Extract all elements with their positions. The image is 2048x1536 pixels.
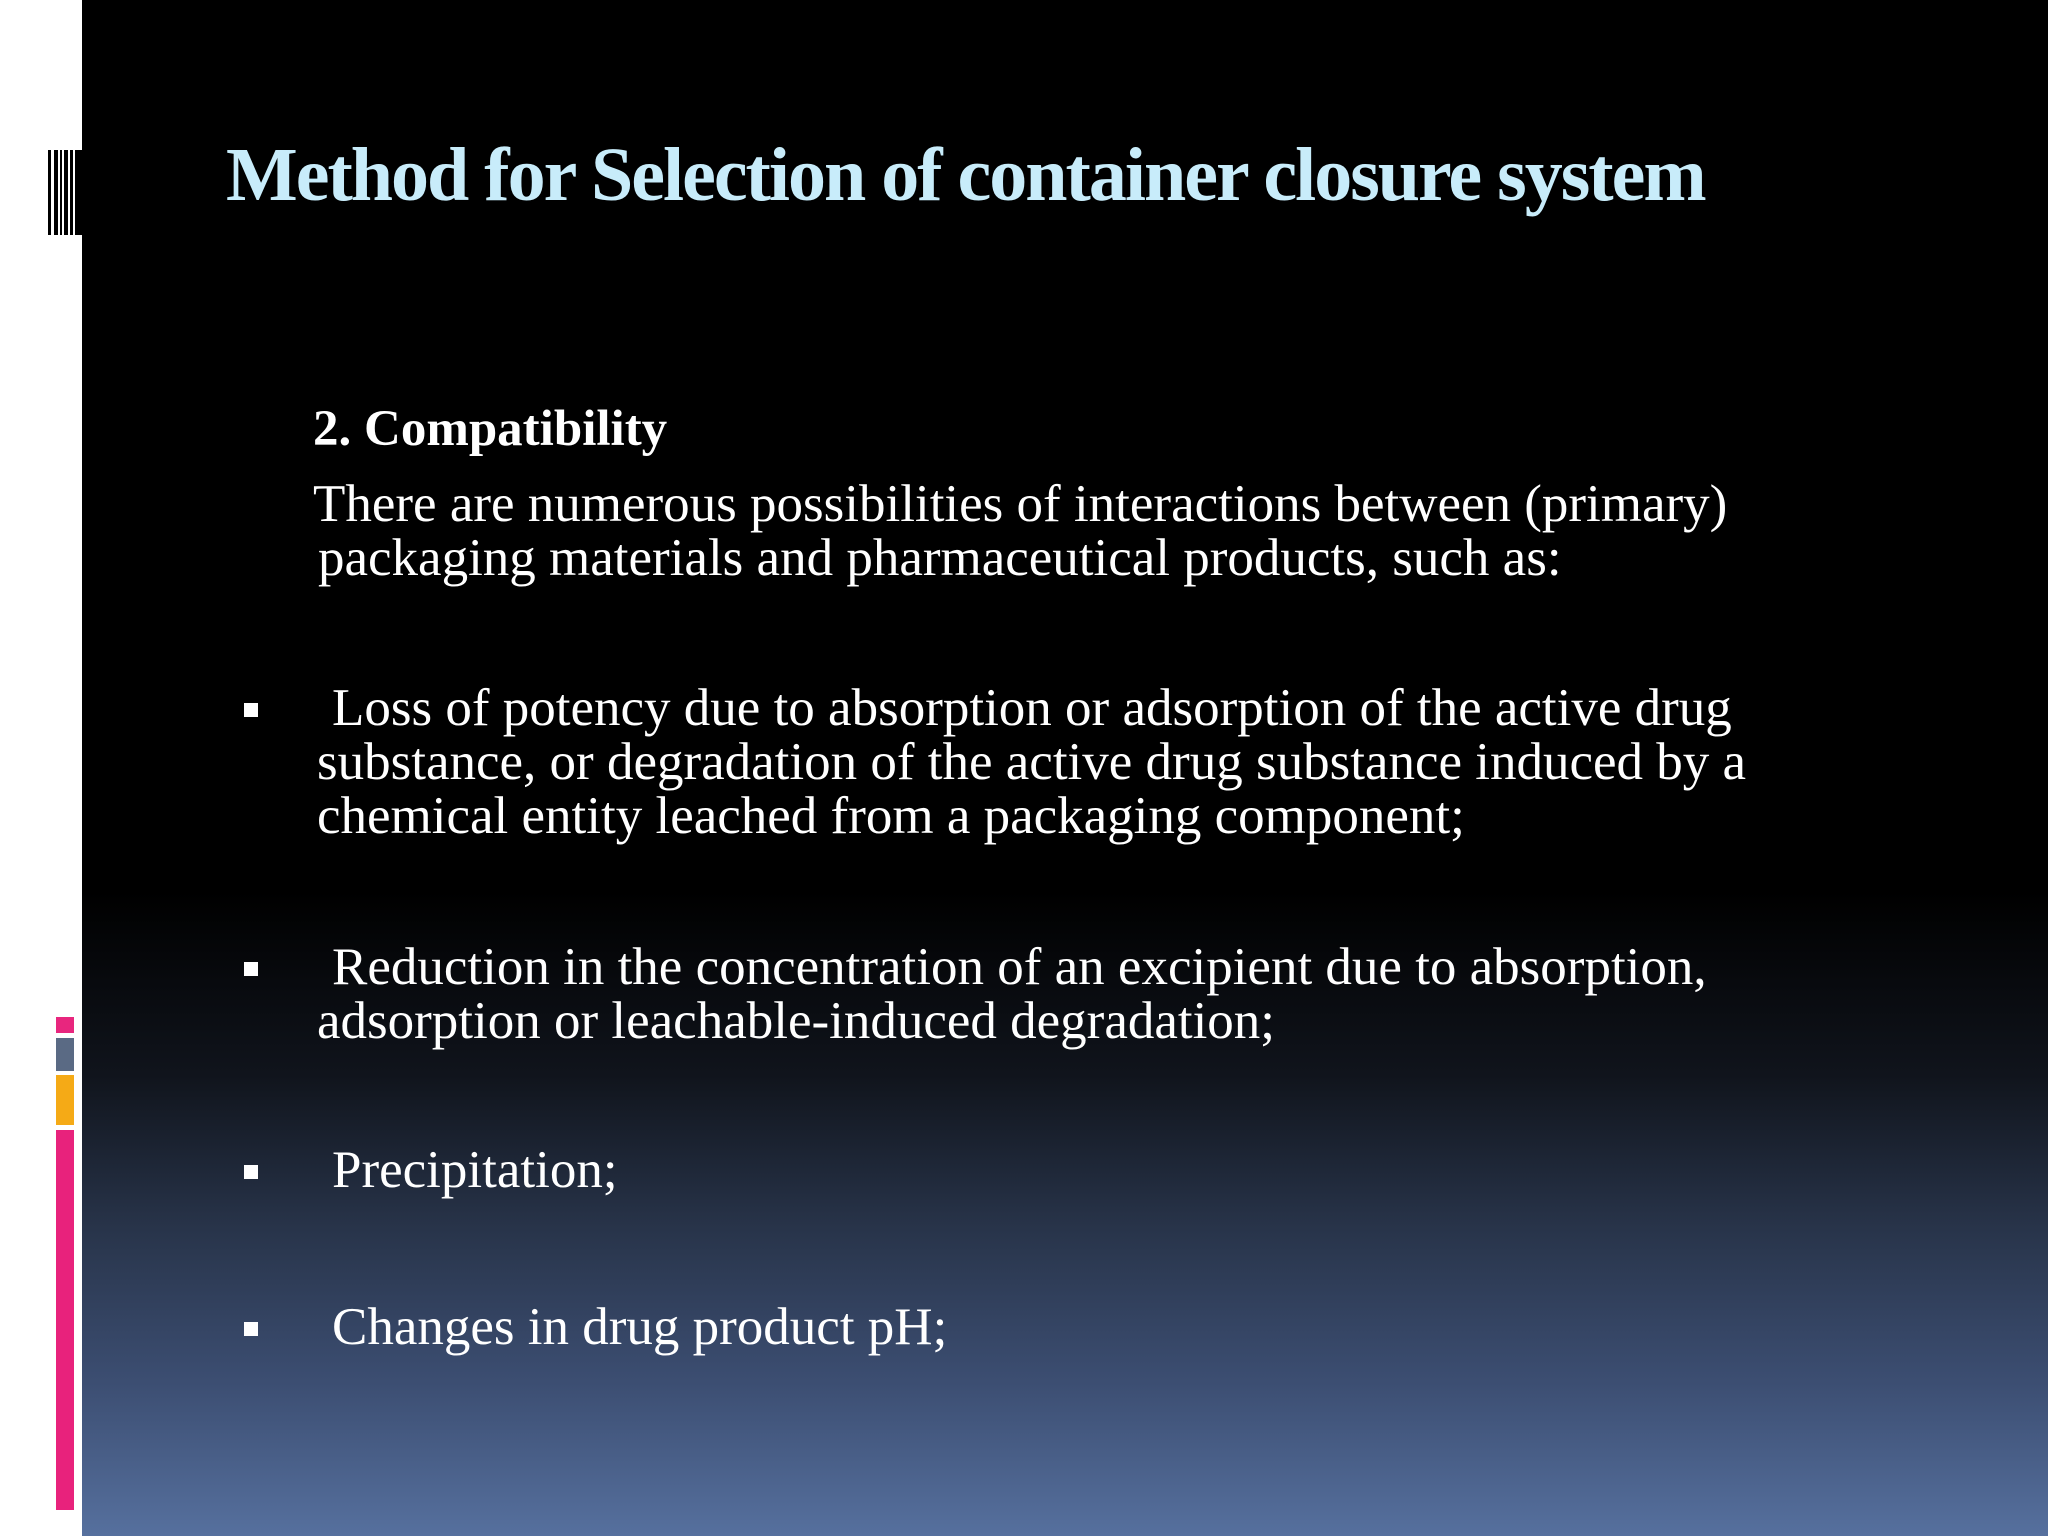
bullet-text	[317, 1143, 1917, 1197]
square-bullet-icon	[244, 962, 258, 976]
section-heading: 2. Compatibility	[313, 401, 668, 457]
bullet-text	[317, 681, 1917, 843]
intro-paragraph	[313, 477, 1913, 585]
accent-bar-pink	[56, 1130, 74, 1510]
bullet-text	[317, 940, 1917, 1048]
intro-line-2: packaging materials and pharmaceutical products, such as:	[318, 529, 1562, 587]
accent-bar-orange	[56, 1075, 74, 1125]
bullet-line: Precipitation;	[332, 1141, 618, 1199]
bullet-line: Reduction in the concentration of an excipient due to absorption,	[332, 938, 1707, 996]
bullet-line: adsorption or leachable-induced degradation;	[317, 992, 1276, 1050]
intro-line-1: There are numerous possibilities of interactions between (primary)	[313, 475, 1728, 533]
bullet-line: Changes in drug product pH;	[332, 1298, 948, 1356]
bullet-line: substance, or degradation of the active drug substance induced by a	[317, 733, 1747, 791]
accent-bar-pink-top	[56, 1017, 74, 1033]
bullet-line: Loss of potency due to absorption or adsorption of the active drug	[332, 679, 1732, 737]
square-bullet-icon	[244, 1322, 258, 1336]
barcode-decoration	[48, 150, 82, 235]
slide-title: Method for Selection of container closure system	[226, 133, 1705, 217]
accent-bar-slate	[56, 1038, 74, 1071]
bullet-line: chemical entity leached from a packaging component;	[317, 787, 1465, 845]
square-bullet-icon	[244, 703, 258, 717]
bullet-text	[317, 1300, 1917, 1354]
square-bullet-icon	[244, 1165, 258, 1179]
